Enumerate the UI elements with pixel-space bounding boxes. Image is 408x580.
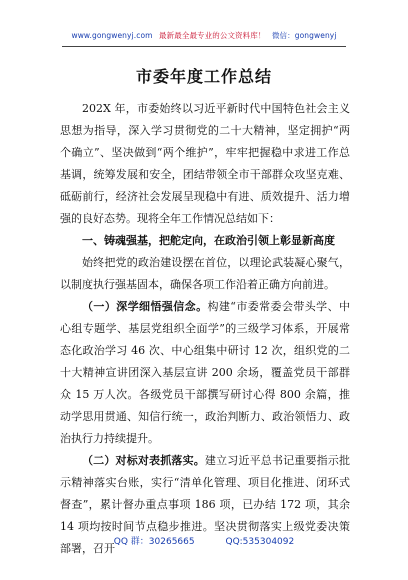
header-slogan: 最新最全最专业的公文资料库！ <box>159 31 266 40</box>
document-title: 市委年度工作总结 <box>135 67 272 86</box>
header-wechat: 微信：gongwenyj <box>271 31 337 40</box>
intro-paragraph: 202X 年，市委始终以习近平新时代中国特色社会主义思想为指导，深入学习贯彻党的二十大精神，坚定拥护“两个确立”、坚决做到“两个维护”，牢牢把握稳中求进工作总基调，统筹发展和安全，团结带领全市干部群众攻坚克难、砥砺前行，经济社会发展呈现稳中有进、质效提升、活力增强的良好态势。现将全年工作情况总结如下： <box>60 102 350 225</box>
subsection-2-heading: （二）对标对表抓落实。 <box>82 454 205 467</box>
page-footer <box>0 534 408 547</box>
subsection-1-text: 构建“市委常委会带头学、中心组专题学、基层党组织全面学”的三级学习体系，开展常态化政治学习 46 次、中心组集中研讨 12 次，组织党的二十大精神宣讲团深入基层宣讲 200 余场，覆盖党员干部群众 15 万人次。各级党员干部撰写研讨心得 800 余篇，推动学思用贯通、知信行统一，政治判断力、政治领悟力、政治执行力持续提升。 <box>60 300 350 445</box>
subsection-1 <box>60 296 350 450</box>
footer-qq-group: QQ 群：30265665 <box>113 537 195 547</box>
document-body <box>60 98 350 560</box>
header-divider <box>62 46 346 47</box>
page-header <box>0 30 408 41</box>
section-heading-1: 一、铸魂强基，把舵定向，在政治引领上彰显新高度 <box>82 234 335 247</box>
footer-qq: QQ:535304092 <box>225 537 295 547</box>
subsection-2-text: 建立习近平总书记重要指示批示精神落实台账，实行“清单化管理、项目化推进、闭环式督查”，累计督办重点事项 186 项，已办结 172 项，其余 14 项均按时间节点稳步推进。坚决贯彻落实上级党委决策部署，召开 <box>60 454 351 555</box>
subsection-1-heading: （一）深学细悟强信念。 <box>82 300 208 313</box>
section-1-intro: 始终把党的政治建设摆在首位，以理论武装凝心聚气，以制度执行强基固本，确保各项工作沿着正确方向前进。 <box>60 256 350 291</box>
header-site-link[interactable]: www.gongwenyj.com <box>71 31 153 40</box>
